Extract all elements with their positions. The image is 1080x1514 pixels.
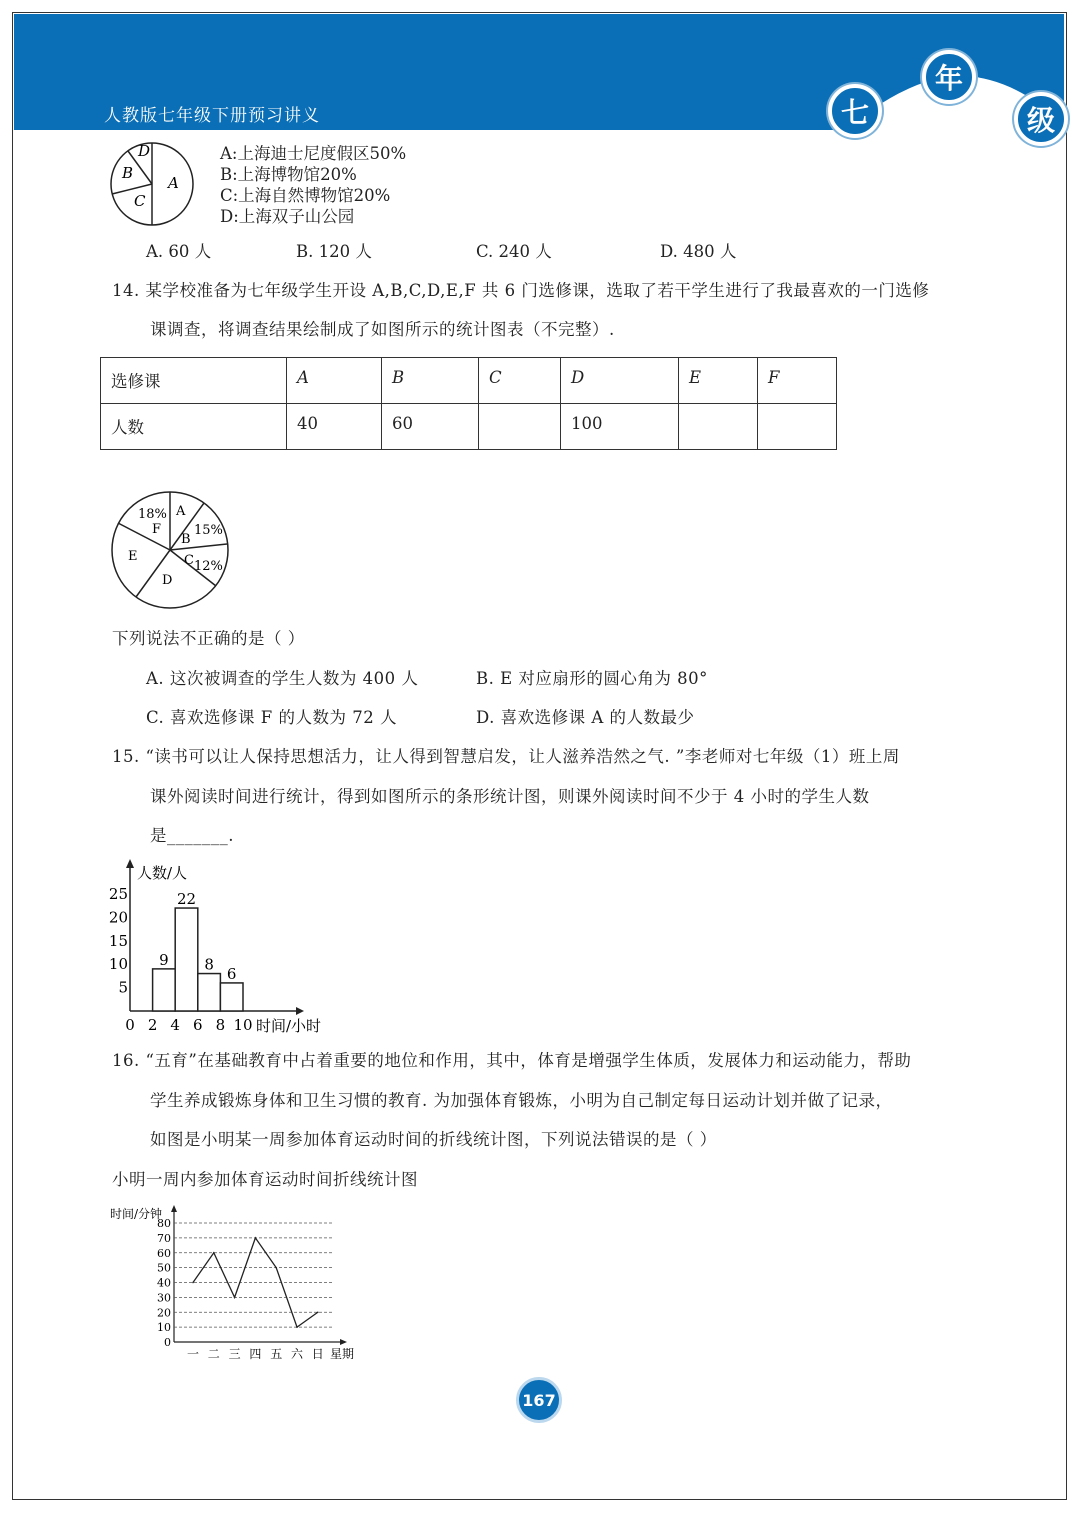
table-cell — [479, 404, 561, 450]
q14-option-a[interactable]: A. 这次被调查的学生人数为 400 人 — [146, 669, 419, 688]
data-point — [192, 1282, 194, 1284]
header-title: 人教版七年级下册预习讲义 — [104, 106, 320, 126]
q15-stem-line1: 15. “读书可以让人保持思想活力，让人得到智慧启发，让人滋养浩然之气. ”李老师对七年级（1）班上周 — [112, 747, 900, 766]
bar-value-label: 9 — [159, 950, 169, 969]
table-cell — [679, 404, 758, 450]
y-tick-label: 80 — [157, 1217, 171, 1230]
x-axis-arrow — [340, 1339, 347, 1345]
q14-label-e: E — [128, 549, 138, 564]
x-tick-label: 2 — [147, 1016, 158, 1034]
x-tick-label: 6 — [193, 1016, 203, 1034]
q13-legend-b: B:上海博物馆20% — [220, 165, 357, 184]
x-tick-label: 一 — [186, 1347, 200, 1361]
y-axis-label: 时间/分钟 — [110, 1207, 163, 1221]
badge-ji: 级 — [1014, 92, 1068, 146]
table-cell: B — [382, 358, 479, 404]
q13-pie-divider — [112, 184, 152, 194]
q13-option-c[interactable]: C. 240 人 — [476, 242, 552, 261]
q16-stem-line2: 学生养成锻炼身体和卫生习惯的教育. 为加强体育锻炼，小明为自己制定每日运动计划并做了记录， — [150, 1091, 893, 1110]
badge-nian: 年 — [922, 50, 976, 104]
x-tick-label: 日 — [311, 1347, 324, 1361]
table-cell: 人数 — [101, 404, 287, 450]
y-axis-label: 人数/人 — [137, 864, 188, 882]
q14-pie-divider — [118, 523, 170, 550]
y-tick-label: 20 — [108, 908, 128, 927]
y-tick-label: 30 — [157, 1291, 171, 1305]
q14-label-d: D — [162, 573, 173, 588]
x-axis-arrow — [296, 1007, 304, 1015]
q16-stem-line3: 如图是小明某一周参加体育运动时间的折线统计图，下列说法错误的是（ ） — [150, 1130, 717, 1149]
q13-label-d: D — [138, 142, 151, 160]
q14-label-a: A — [176, 504, 186, 519]
q15-bar-chart — [104, 854, 344, 1040]
q13-label-c: C — [134, 192, 146, 210]
x-axis-label: 时间/小时 — [256, 1017, 322, 1035]
bar — [175, 908, 198, 1011]
data-point — [234, 1297, 236, 1299]
x-tick-label: 二 — [207, 1347, 220, 1361]
q14-option-c[interactable]: C. 喜欢选修课 F 的人数为 72 人 — [146, 708, 397, 727]
table-row — [101, 358, 837, 404]
q14-question: 下列说法不正确的是（ ） — [112, 629, 305, 648]
q16-stem-line1: 16. “五育”在基础教育中占着重要的地位和作用，其中，体育是增强学生体质，发展体力和运动能力，帮助 — [112, 1051, 912, 1070]
table-cell: C — [479, 358, 561, 404]
table-cell: 选修课 — [101, 358, 287, 404]
table-cell: F — [758, 358, 837, 404]
q14-pie-divider — [170, 544, 227, 550]
y-axis-arrow — [171, 1205, 177, 1212]
bar-value-label: 22 — [176, 890, 197, 909]
y-tick-label: 15 — [108, 931, 128, 950]
y-tick-label: 70 — [157, 1231, 171, 1245]
q13-legend-a: A:上海迪士尼度假区50% — [220, 144, 407, 163]
q13-legend-c: C:上海自然博物馆20% — [220, 186, 391, 205]
y-axis-arrow — [126, 859, 134, 868]
x-tick-label: 四 — [249, 1347, 262, 1361]
q14-option-b[interactable]: B. E 对应扇形的圆心角为 80° — [476, 669, 708, 688]
q15-stem-line2: 课外阅读时间进行统计，得到如图所示的条形统计图，则课外阅读时间不少于 4 小时的学生人数 — [150, 787, 870, 806]
y-tick-label: 5 — [118, 978, 128, 997]
q13-legend-d: D:上海双子山公园 — [220, 207, 355, 226]
bar — [220, 983, 243, 1011]
q13-option-a[interactable]: A. 60 人 — [146, 242, 212, 261]
q14-label-c-pct: 12% — [194, 559, 223, 574]
bar — [198, 974, 221, 1011]
table-cell: A — [287, 358, 382, 404]
y-tick-label: 60 — [157, 1246, 171, 1260]
page-number: 167 — [516, 1377, 562, 1423]
q14-label-b: B — [181, 532, 191, 547]
table-cell: 40 — [287, 404, 382, 450]
y-tick-label: 20 — [157, 1306, 171, 1320]
y-tick-label: 0 — [164, 1336, 171, 1349]
bar — [153, 969, 176, 1011]
x-tick-label: 10 — [233, 1016, 253, 1034]
q14-label-f-pct: 18% — [138, 507, 167, 522]
badge-qi: 七 — [828, 84, 882, 138]
x-tick-label: 三 — [228, 1347, 241, 1361]
y-tick-label: 25 — [108, 885, 128, 903]
x-tick-label: 4 — [170, 1016, 180, 1034]
q14-pie-chart — [106, 488, 234, 612]
table-row — [101, 404, 837, 450]
q14-label-b-pct: 15% — [194, 523, 223, 538]
x-tick-label: 五 — [270, 1347, 283, 1361]
table-cell: D — [561, 358, 679, 404]
data-point — [317, 1311, 319, 1313]
q16-line-chart — [104, 1200, 374, 1366]
y-tick-label: 10 — [157, 1321, 171, 1335]
q14-stem-line1: 14. 某学校准备为七年级学生开设 A,B,C,D,E,F 共 6 门选修课，选取了若干学生进行了我最喜欢的一门选修 — [112, 281, 930, 300]
data-point — [255, 1237, 257, 1239]
data-point — [213, 1252, 215, 1254]
table-cell — [758, 404, 837, 450]
table-cell: E — [679, 358, 758, 404]
table-cell: 100 — [561, 404, 679, 450]
y-tick-label: 10 — [108, 955, 128, 974]
x-tick-label: 六 — [290, 1347, 304, 1361]
bar-value-label: 8 — [204, 955, 214, 974]
q15-stem-line3: 是_______. — [150, 826, 234, 845]
data-point — [275, 1267, 277, 1269]
q14-option-d[interactable]: D. 喜欢选修课 A 的人数最少 — [476, 708, 695, 727]
q14-label-f: F — [152, 522, 162, 537]
x-tick-label: 8 — [215, 1016, 226, 1034]
y-tick-label: 40 — [157, 1276, 171, 1290]
table-cell: 60 — [382, 404, 479, 450]
x-axis-label: 星期 — [330, 1347, 355, 1361]
bar-value-label: 6 — [226, 964, 237, 983]
q14-stem-line2: 课调查，将调查结果绘制成了如图所示的统计图表（不完整）. — [150, 320, 615, 339]
q13-label-a: A — [168, 174, 179, 192]
x-tick-label: 0 — [125, 1016, 135, 1034]
data-point — [296, 1326, 298, 1328]
q13-label-b: B — [122, 164, 134, 182]
q13-option-b[interactable]: B. 120 人 — [296, 242, 372, 261]
q14-table — [100, 357, 837, 450]
q13-option-d[interactable]: D. 480 人 — [660, 242, 737, 261]
q14-label-c: C — [184, 553, 194, 568]
y-tick-label: 50 — [157, 1261, 171, 1275]
q16-chart-caption: 小明一周内参加体育运动时间折线统计图 — [112, 1170, 418, 1189]
q13-pie-chart — [104, 136, 200, 232]
